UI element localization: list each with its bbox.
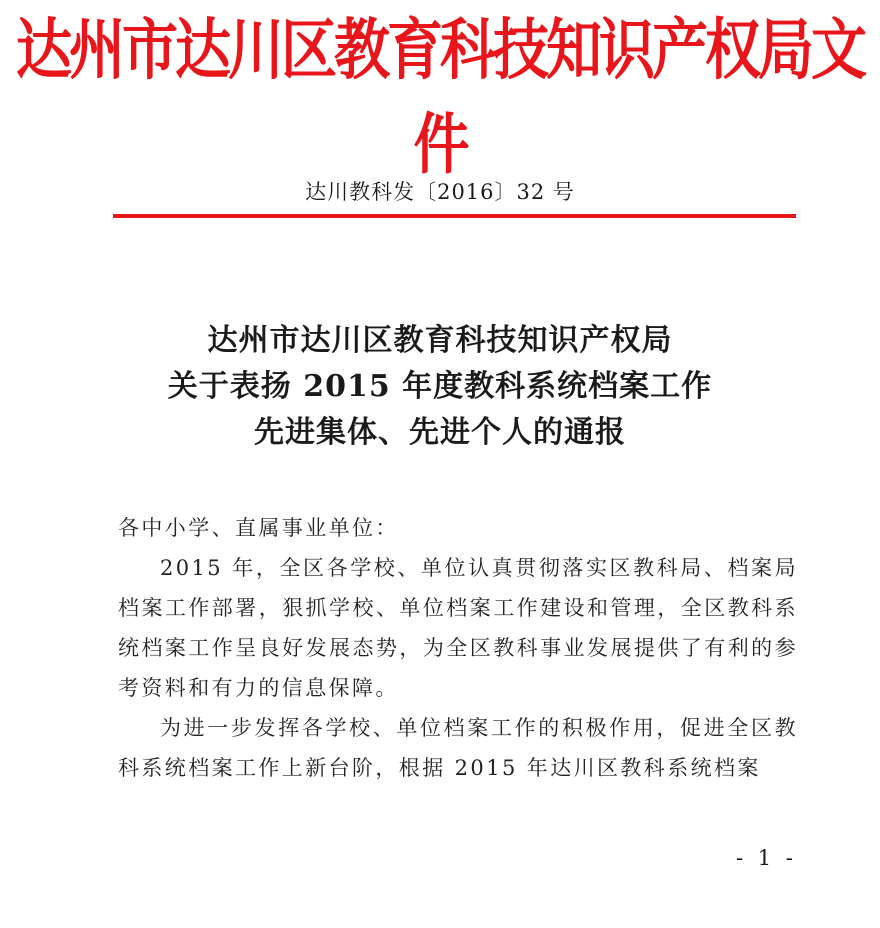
document-body [118, 508, 798, 788]
salutation: 各中小学、直属事业单位： [118, 516, 399, 540]
document-number: 达川教科发〔2016〕32 号 [305, 180, 575, 204]
body-paragraph-2: 为进一步发挥各学校、单位档案工作的积极作用，促进全区教科系统档案工作上新台阶，根据 2015 年达川区教科系统档案 [118, 716, 798, 780]
title-line-1: 达州市达川区教育科技知识产权局 [207, 323, 673, 358]
body-paragraph-1: 2015 年，全区各学校、单位认真贯彻落实区教科局、档案局档案工作部署，狠抓学校、单位档案工作建设和管理，全区教科系统档案工作呈良好发展态势，为全区教科事业发展提供了有利的参考资料和有力的信息保障。 [118, 556, 798, 700]
document-title [0, 318, 880, 456]
masthead-title: 达州市达川区教育科技知识产权局文件 [16, 12, 864, 184]
page-number: - 1 - [736, 846, 797, 870]
red-divider-line [113, 214, 796, 218]
title-line-2: 关于表扬 2015 年度教科系统档案工作 [167, 369, 713, 404]
title-line-3: 先进集体、先进个人的通报 [254, 415, 626, 450]
